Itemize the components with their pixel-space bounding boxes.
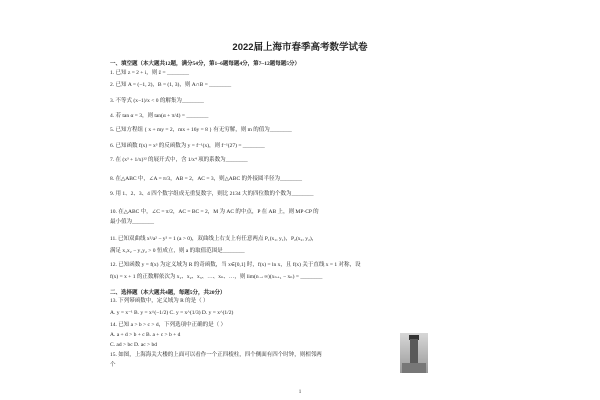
- section-choice-header: 二、选择题（本大题共4题，每题5分，共20分）: [110, 290, 226, 296]
- exam-title: 2022届上海市春季高考数学试卷: [232, 42, 368, 53]
- section-fill-in-header: 一、填空题（本大题共12题，满分54分，第1~6题每题4分，第7~12题每题5分）: [110, 61, 300, 67]
- question-15: 15. 如图，上海海关大楼的上面可以看作一个正四棱柱，四个侧面有四个时钟，则相邻两: [110, 352, 322, 358]
- question-1: 1. 已知 z = 2 + i，则 z̄ = ________: [110, 70, 189, 76]
- question-15-cont: 个: [110, 362, 116, 368]
- question-10: 10. 在△ABC 中，∠C = π/2，AC = BC = 2，M 为 AC 的中点，P 在 AB 上，则 MP·CP 的: [110, 209, 319, 215]
- question-4: 4. 若 tan α = 3，则 tan(α + π/4) = ________: [110, 113, 209, 119]
- question-12: 12. 已知函数 y = f(x) 为定义域为 R 的奇函数，当 x∈[0,1] 时，f(x) = ln x，且 f(x) 关于直线 x = 1 对称，设: [110, 262, 361, 268]
- page-number: 1: [298, 390, 302, 395]
- question-8: 8. 在△ABC 中，∠A = π/3，AB = 2，AC = 3，则△ABC 的外接圆半径为________: [110, 176, 302, 182]
- question-13-options: A. y = x⁻¹ B. y = x^(−1/2) C. y = x^(1/3) D. y = x^(1/2): [110, 310, 234, 316]
- question-11-cont: 满足 x₁x₂ − y₁y₂ > 0 恒成立，则 a 的取值范围是________: [110, 248, 245, 254]
- question-2: 2. 已知 A = (−1, 2)，B = (1, 3)，则 A∩B = ________: [110, 82, 232, 88]
- question-3: 3. 不等式 (x−1)/x < 0 的解集为________: [110, 98, 204, 104]
- question-14-options-cd: C. ad > bc D. ac > bd: [110, 342, 157, 348]
- question-11: 11. 已知双曲线 x²/a² − y² = 1 (a > 0)，双曲线上右支上有任意两点 P₁(x₁, y₁)，P₂(x₂, y₂)，: [110, 236, 318, 242]
- question-14: 14. 已知 a > b > c > d，下列选项中正确的是（ ）: [110, 322, 226, 328]
- question-14-options-ab: A. a + d > b + c B. a + c > b + d: [110, 332, 181, 338]
- question-10-cont: 最小值为________: [110, 219, 155, 225]
- exam-page: [104, 0, 496, 400]
- customs-house-photo: [400, 333, 428, 373]
- question-5: 5. 已知方程组 { x + my = 2，mx + 16y = 8 } 有无穷解，则 m 的值为________: [110, 127, 292, 133]
- building-base: [402, 363, 426, 373]
- question-13: 13. 下列幂函数中，定义域为 R 的是（ ）: [110, 298, 209, 304]
- question-9: 9. 用 1、2、3、4 四个数字组成无重复数字，则比 2134 大的四位数的个数为________: [110, 191, 314, 197]
- question-12-cont: f(x) = x + 1 的正数解依次为 x₁、x₂、x₃、…、xₙ、…，则 lim(n→∞)(xₙ₊₁ − xₙ) = ________: [110, 274, 323, 280]
- question-6: 6. 已知函数 f(x) = x³ 的反函数为 y = f⁻¹(x)，则 f⁻¹(27) = ________: [110, 143, 265, 149]
- question-7: 7. 在 (x³ + 1/x)¹² 的展开式中，含 1/x⁴ 项的系数为________: [110, 157, 248, 163]
